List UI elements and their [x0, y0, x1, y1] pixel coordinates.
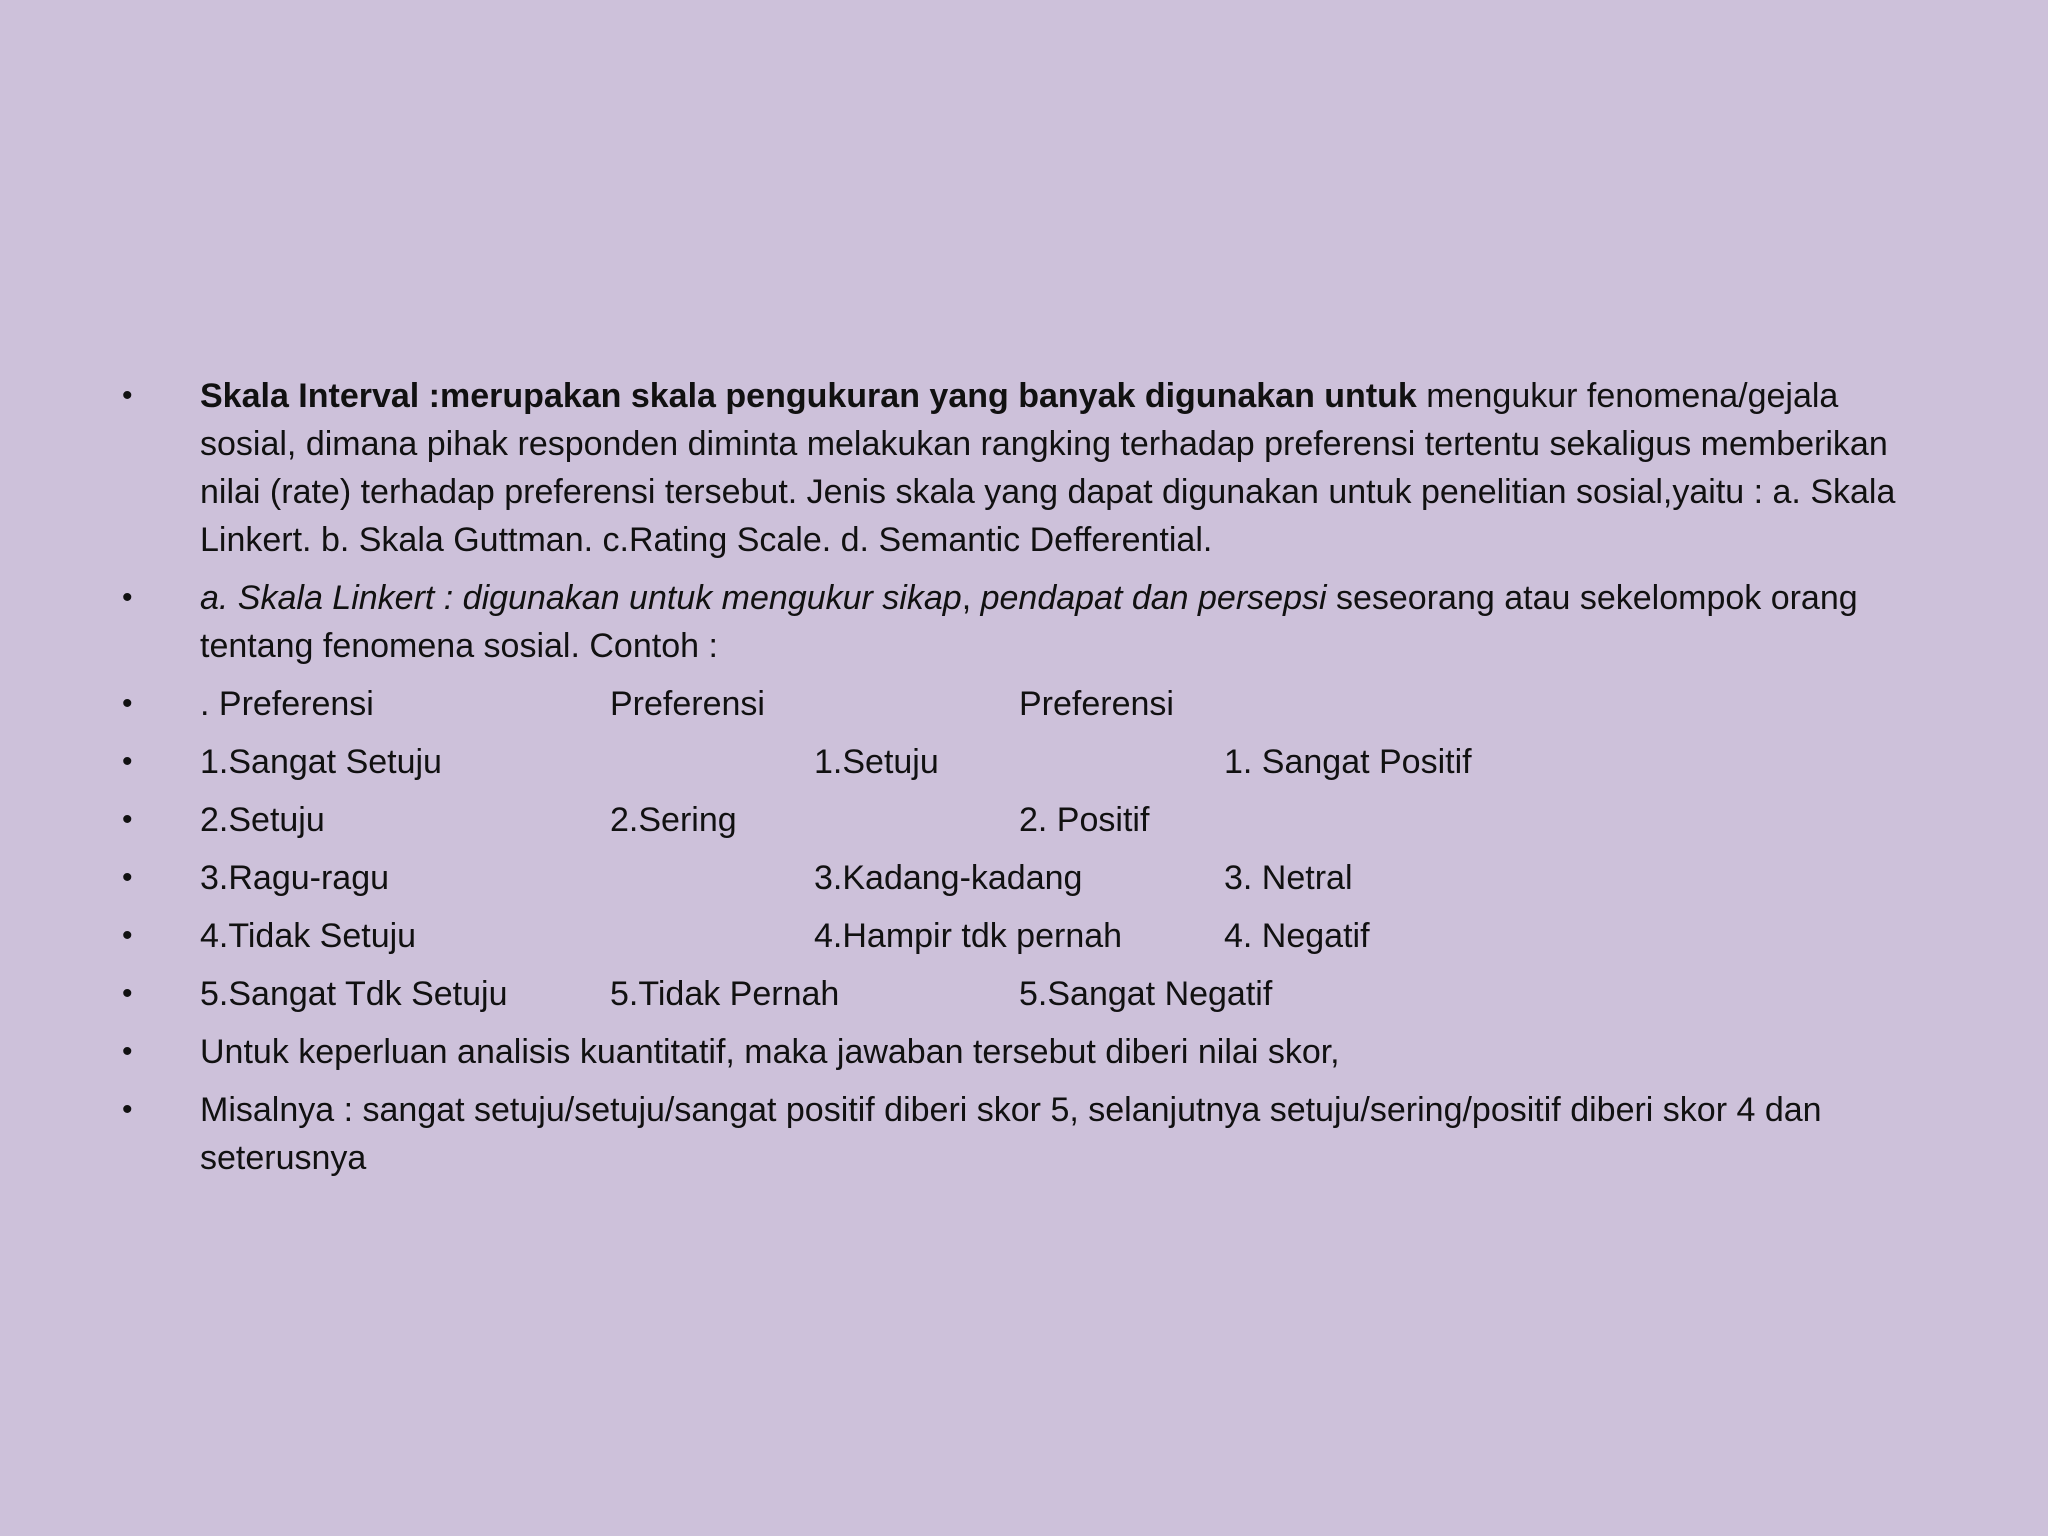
bullet-icon: •: [122, 977, 133, 1010]
table-row: [120, 912, 1920, 960]
table-cell-col3: 1. Sangat Positif: [1224, 743, 1472, 781]
bullet-icon: •: [122, 745, 133, 778]
bullet-item-skala-linkert: [120, 574, 1920, 670]
skala-linkert-text: seseorang atau sekelompok orang tentang fenomena sosial. Contoh :: [200, 579, 1858, 665]
table-cell-col2: 5.Tidak Pernah: [610, 975, 840, 1013]
table-row: [120, 680, 1920, 728]
bullet-icon: •: [122, 803, 133, 836]
table-cell-col1: 2.Setuju: [200, 801, 325, 839]
table-cell-col1: 4.Tidak Setuju: [200, 917, 417, 955]
table-row: [120, 796, 1920, 844]
misalnya-text: Misalnya : sangat setuju/setuju/sangat positif diberi skor 5, selanjutnya setuju/sering/positif diberi skor 4 dan seterusnya: [200, 1091, 1822, 1177]
table-cell-col3: 2. Positif: [1019, 801, 1150, 839]
table-cell-col3: Preferensi: [1019, 685, 1174, 723]
table-row: [120, 970, 1920, 1018]
bullet-icon: •: [122, 861, 133, 894]
skala-interval-heading: Skala Interval :merupakan skala pengukuran yang banyak digunakan untuk: [200, 377, 1417, 415]
table-cell-col2: 2.Sering: [610, 801, 737, 839]
skala-linkert-italic-a: a. Skala Linkert : digunakan untuk mengukur sikap: [200, 579, 962, 617]
table-cell-col2: 3.Kadang-kadang: [814, 859, 1083, 897]
table-cell-col2: 4.Hampir tdk pernah: [814, 917, 1123, 955]
bullet-icon: •: [122, 379, 133, 412]
bullet-item-skala-interval: [120, 372, 1920, 564]
bullet-icon: •: [122, 1093, 133, 1126]
bullet-item-analisis: [120, 1028, 1920, 1076]
bullet-icon: •: [122, 1035, 133, 1068]
table-cell-col1: 1.Sangat Setuju: [200, 743, 442, 781]
table-cell-col1: . Preferensi: [200, 685, 374, 723]
table-cell-col2: 1.Setuju: [814, 743, 939, 781]
table-cell-col3: 5.Sangat Negatif: [1019, 975, 1273, 1013]
bullet-icon: •: [122, 581, 133, 614]
bullet-icon: •: [122, 687, 133, 720]
bullet-list: [120, 372, 1920, 1192]
table-cell-col2: Preferensi: [610, 685, 765, 723]
table-cell-col1: 5.Sangat Tdk Setuju: [200, 975, 508, 1013]
bullet-item-misalnya: [120, 1086, 1920, 1182]
skala-linkert-comma: ,: [961, 579, 981, 617]
analisis-text: Untuk keperluan analisis kuantitatif, maka jawaban tersebut diberi nilai skor,: [200, 1033, 1340, 1071]
table-cell-col3: 3. Netral: [1224, 859, 1353, 897]
skala-linkert-italic-b: pendapat dan persepsi: [980, 579, 1327, 617]
skala-interval-text: mengukur fenomena/gejala sosial, dimana pihak responden diminta melakukan rangking terhadap preferensi tertentu sekaligus memberikan nilai (rate) terhadap preferensi tersebut. Jenis skala yang dapat digunakan untuk penelitian sosial,yaitu : a. Skala Linkert. b. Skala Guttman. c.Rating Scale. d. Semantic Defferential.: [200, 377, 1896, 559]
table-row: [120, 738, 1920, 786]
table-cell-col1: 3.Ragu-ragu: [200, 859, 390, 897]
table-cell-col3: 4. Negatif: [1224, 917, 1370, 955]
bullet-icon: •: [122, 919, 133, 952]
table-row: [120, 854, 1920, 902]
